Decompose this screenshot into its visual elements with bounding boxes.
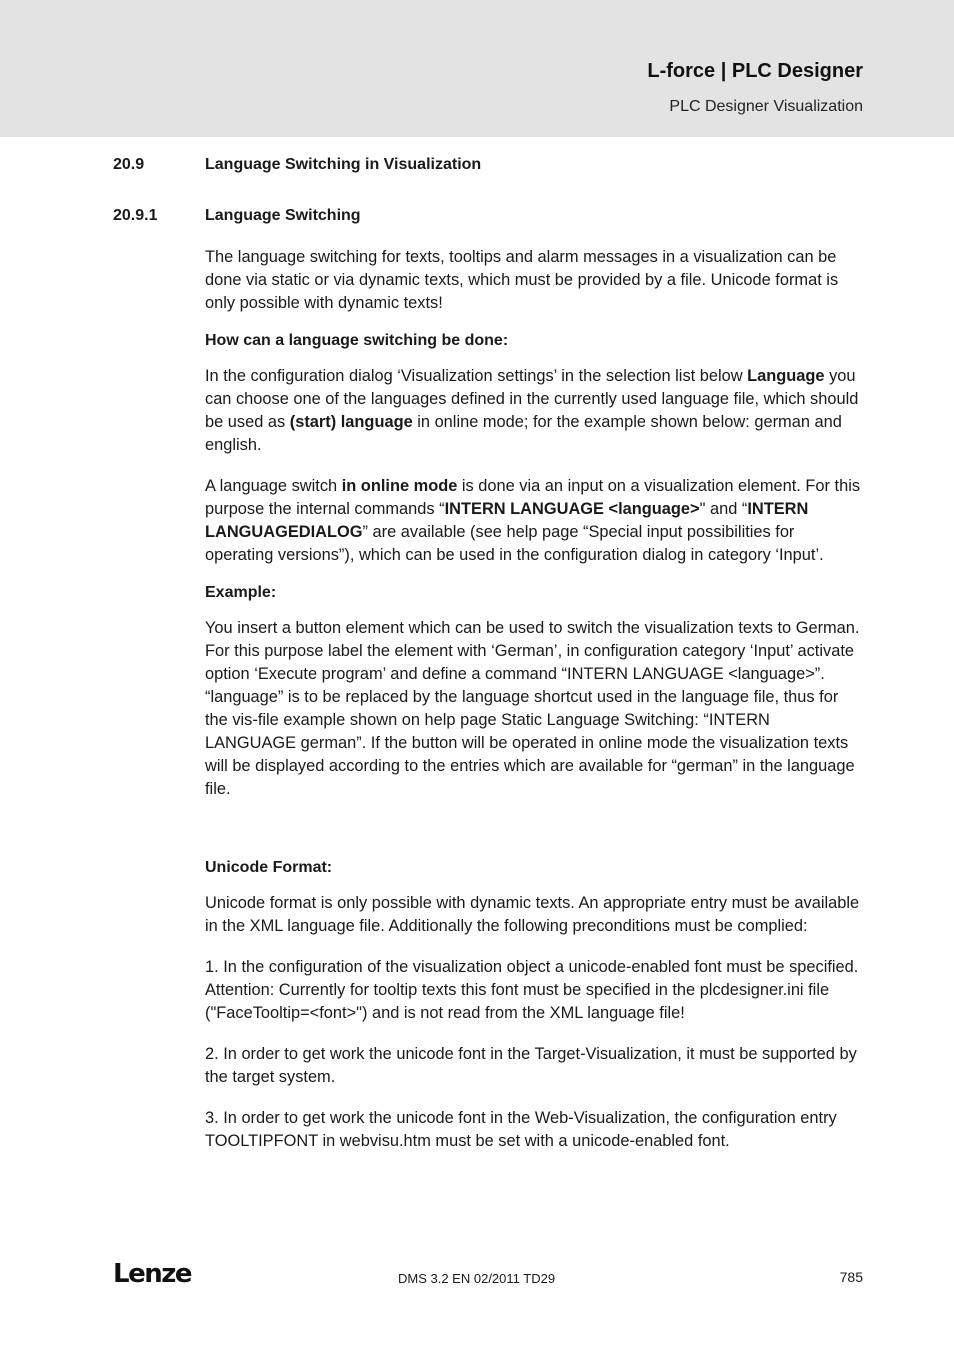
config-paragraph: In the configuration dialog ‘Visualization settings’ in the selection list below Language you can choose one of the languages defined in the currently used language file, which should be used as (start) language in online mode; for the example shown below: german and english. [205, 367, 859, 454]
footer-doc-id: DMS 3.2 EN 02/2011 TD29 [398, 1271, 556, 1286]
howto-heading: How can a language switching be done: [205, 332, 509, 349]
body-content [205, 246, 865, 1153]
header-subtitle: PLC Designer Visualization [669, 98, 863, 115]
intro-paragraph: The language switching for texts, tooltips and alarm messages in a visualization can be done via static or via dynamic texts, which must be provided by a file. Unicode format is only possible with dynamic texts! [205, 248, 839, 312]
subsection-number: 20.9.1 [113, 207, 158, 224]
precondition-item-2: 2. In order to get work the unicode font in the Target-Visualization, it must be supported by the target system. [205, 1045, 857, 1086]
subsection-title: Language Switching [205, 207, 361, 224]
lenze-logo: Lenze [113, 1259, 191, 1289]
online-mode-paragraph: A language switch in online mode is done via an input on a visualization element. For this purpose the internal commands “INTERN LANGUAGE <language>" and “INTERN LANGUAGEDIALOG” are available (see help page “Special input possibilities for operating versions”), which can be used in the configuration dialog in category ‘Input’. [205, 477, 861, 564]
section-number: 20.9 [113, 156, 145, 173]
precondition-item-1: 1. In the configuration of the visualization object a unicode-enabled font must be specified. Attention: Currently for tooltip texts this font must be specified in the plcdesigner.ini file ("FaceTooltip=<font>") and is not read from the XML language file! [205, 958, 859, 1022]
unicode-heading: Unicode Format: [205, 859, 333, 876]
header-title: L-force | PLC Designer [647, 60, 863, 82]
unicode-paragraph: Unicode format is only possible with dynamic texts. An appropriate entry must be available in the XML language file. Additionally the following preconditions must be complied: [205, 894, 860, 935]
page-number: 785 [839, 1269, 863, 1285]
section-title: Language Switching in Visualization [205, 156, 482, 173]
example-paragraph: You insert a button element which can be used to switch the visualization texts to German. For this purpose label the element with ‘German’, in configuration category ‘Input’ activate option ‘Execute program’ and define a command “INTERN LANGUAGE <language>”. “language” is to be replaced by the language shortcut used in the language file, thus for the vis-file example shown on help page Static Language Switching: “INTERN LANGUAGE german”. If the button will be operated in online mode the visualization texts will be displayed according to the entries which are available for “german” in the language file. [205, 619, 860, 798]
precondition-item-3: 3. In order to get work the unicode font in the Web-Visualization, the configuration entry TOOLTIPFONT in webvisu.htm must be set with a unicode-enabled font. [205, 1109, 837, 1150]
example-heading: Example: [205, 584, 277, 601]
